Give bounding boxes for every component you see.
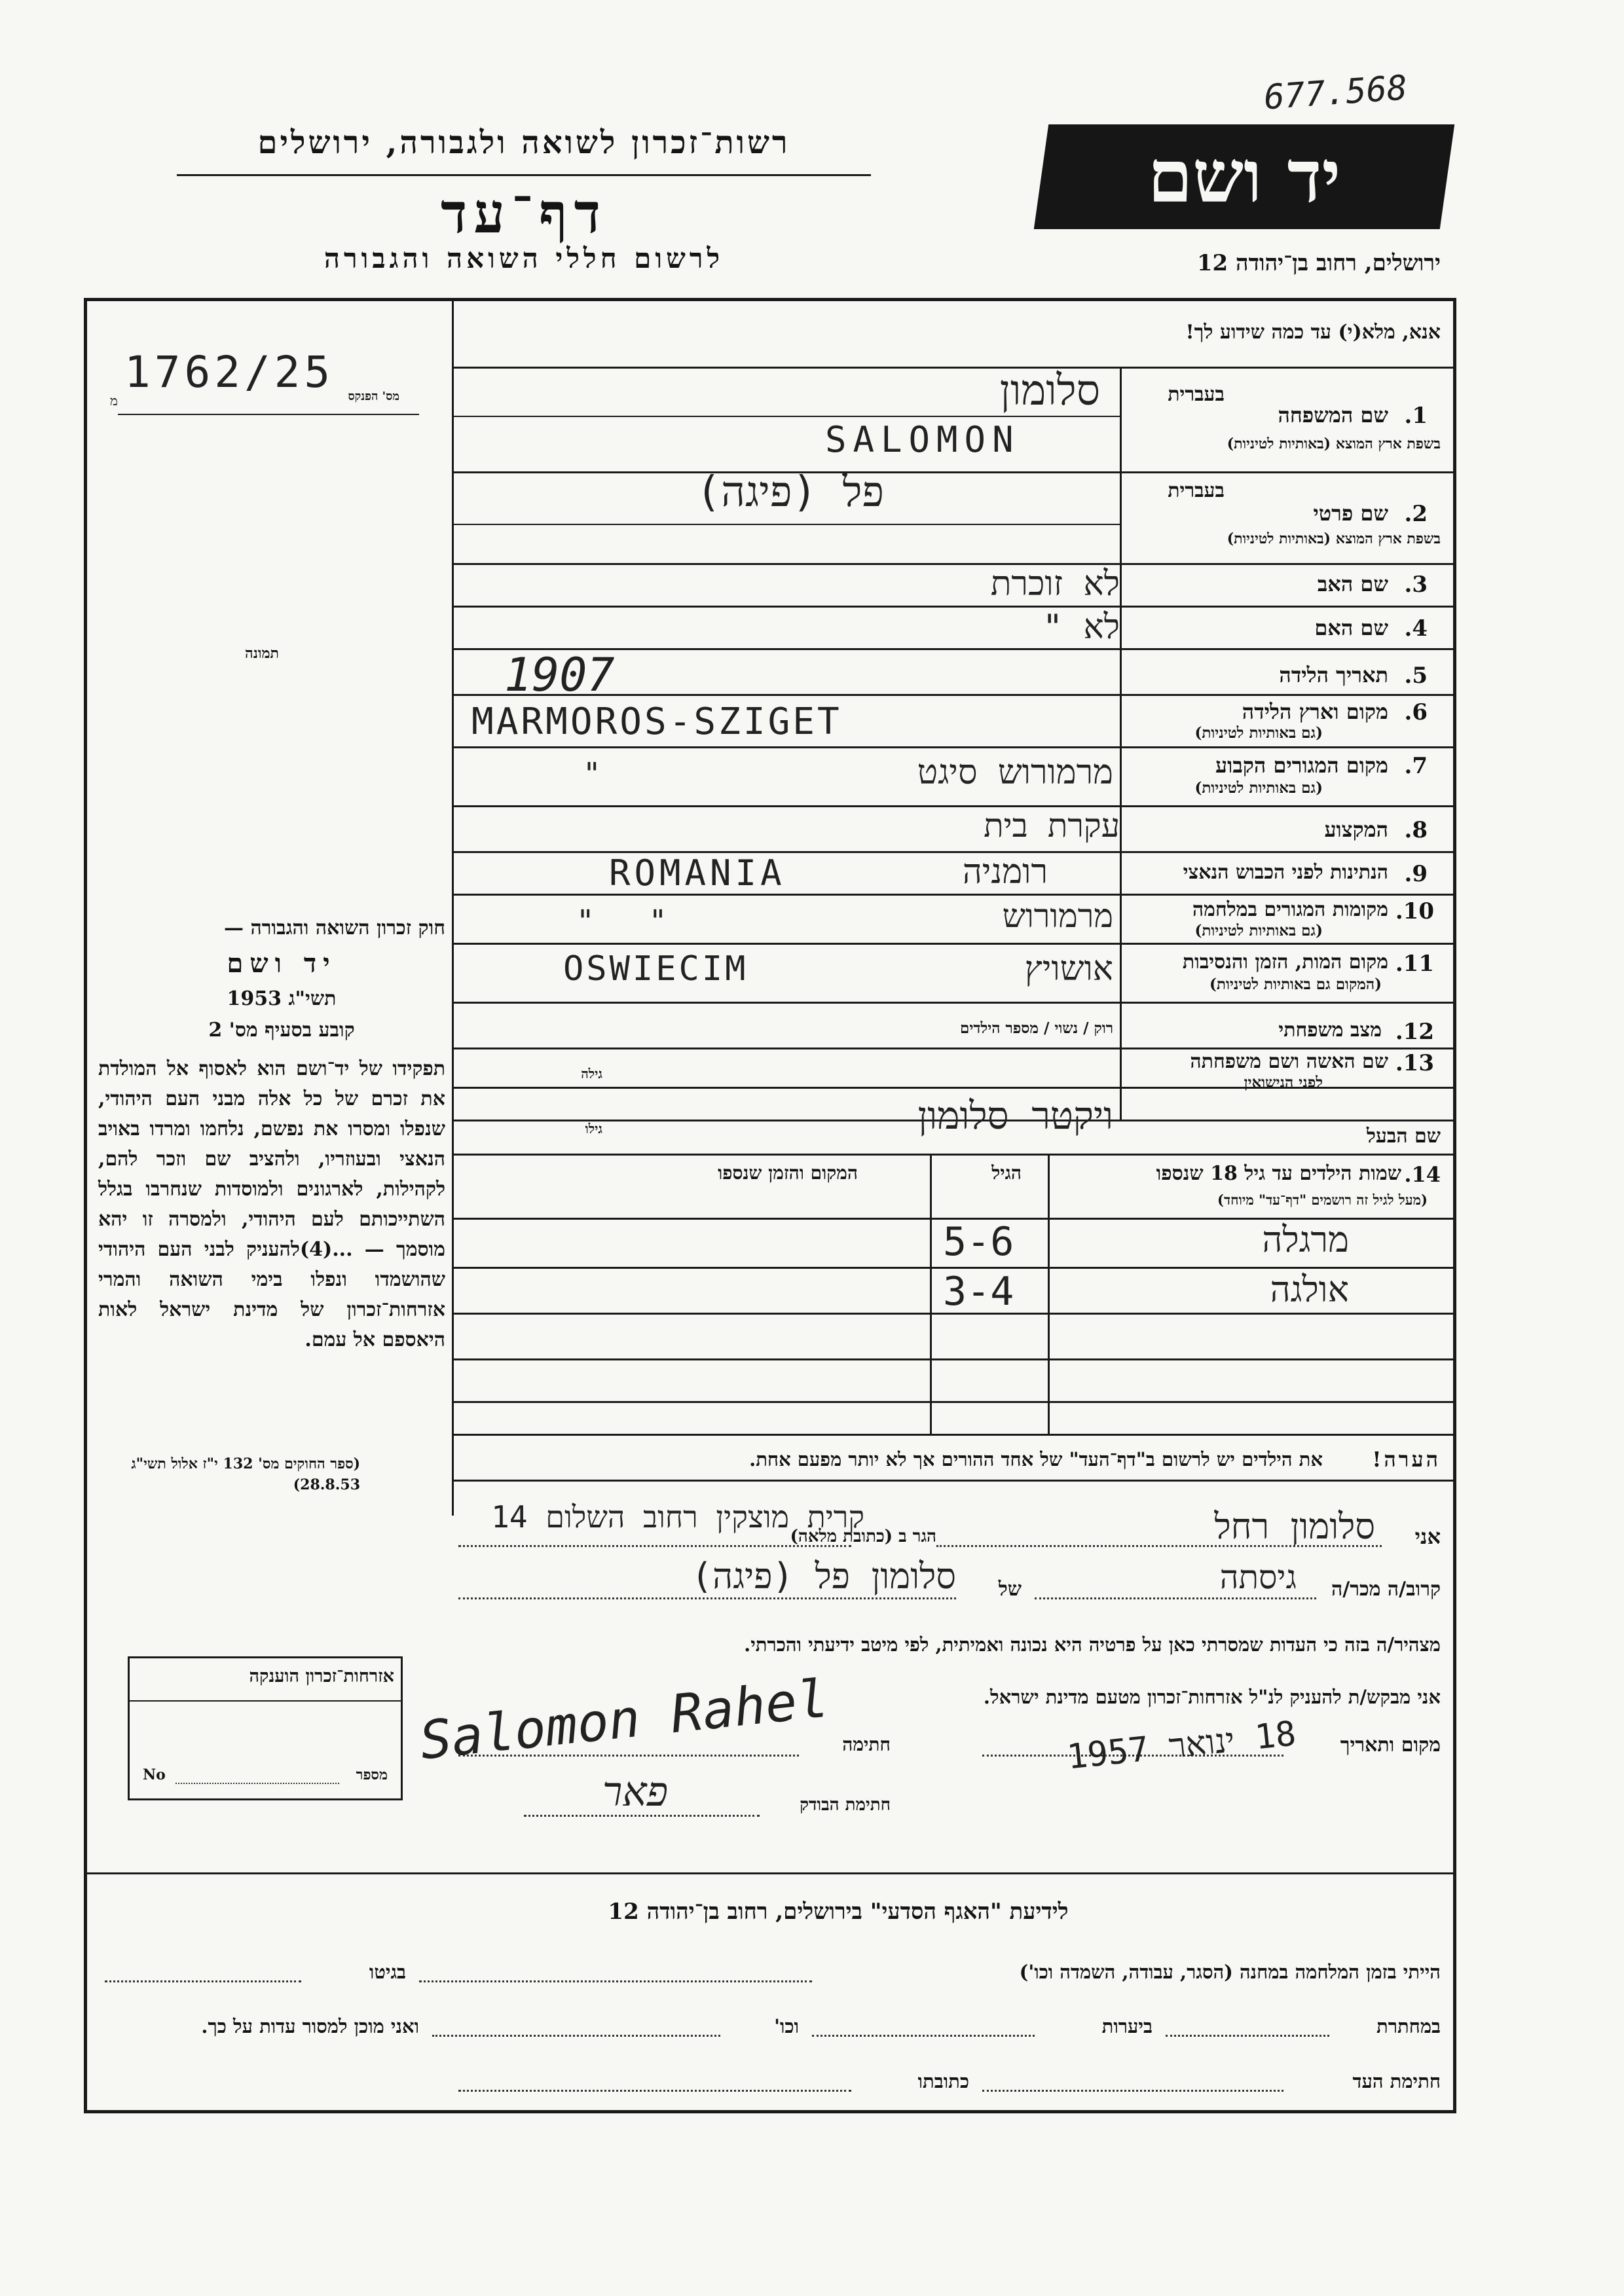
signature: Salomon Rahel bbox=[416, 1667, 832, 1772]
field-13-label: שם האשה ושם משפחתה bbox=[1190, 1050, 1388, 1073]
row-line bbox=[452, 524, 1120, 525]
citizenship-no-label: No bbox=[143, 1766, 166, 1783]
field-2-label: שם פרטי bbox=[1313, 501, 1388, 526]
place-date-label: מקום ותאריך bbox=[1340, 1734, 1441, 1757]
field-5-value: 1907 bbox=[504, 648, 615, 702]
address: ירושלים, רחוב בן־יהודה 12 bbox=[1196, 250, 1441, 276]
org-underline bbox=[177, 174, 871, 176]
row-line bbox=[452, 1048, 1456, 1049]
signature-label: חתימה bbox=[842, 1734, 891, 1755]
declarant-address: קרית מוצקין רחוב השלום 14 bbox=[491, 1499, 864, 1535]
footer-title: לידיעת "האגף הסדעי" בירושלים, רחוב בן־יהודה 12 bbox=[608, 1899, 1069, 1925]
field-3-label: שם האב bbox=[1317, 572, 1388, 596]
field-7-value: מרמורוש סיגט bbox=[917, 753, 1113, 792]
photo-label: תמונה bbox=[245, 645, 279, 662]
field-13-sub: לפני הנישואין bbox=[1244, 1074, 1323, 1091]
of-name-line bbox=[458, 1597, 956, 1599]
intro-text: אנא, מלא(י) עד כמה שידוע לך! bbox=[1185, 321, 1441, 344]
law-body: תפקידו של יד־ושם הוא לאסוף אל המולדת את זכרם של כל אלה מבני העם היהודי, שנפלו ומסרו את נפשם, נלחמו ומרדו באויב הנאצי ובעוזריו, ולהציב שם וזכר להם, לקהילות, לארגונים ולמוסדות שנחרבו בגלל השתייכותם לעם היהודי, ולמסרה זו יהא מוסמך — ...(4)להעניק לבני העם היהודי שהושמדו ונפלו בימי השואה והמרי אזרחות־זכרון של מדינת ישראל לאות היאספם אל עמם. bbox=[98, 1057, 445, 1351]
field-13-number: 13. bbox=[1395, 1050, 1434, 1076]
field-1-hebrew-value: סלומון bbox=[999, 367, 1100, 415]
footer-line1-ghetto: בגיטו bbox=[369, 1961, 406, 1983]
field-1-latin-value: SALOMON bbox=[825, 419, 1020, 460]
law-source: (ספר החוקים מס' 132 י"ז אלול תשי"ג 28.8.53) bbox=[131, 1455, 360, 1493]
citizenship-box bbox=[128, 1656, 403, 1800]
field-2-foreign-tag: בשפת ארץ המוצא (באותיות לטיניות) bbox=[1227, 530, 1441, 547]
field-1-label: שם המשפחה bbox=[1278, 403, 1388, 428]
field-3-number: 3. bbox=[1404, 572, 1428, 598]
field-6-label: מקום וארץ הלידה bbox=[1242, 699, 1388, 724]
footer-line1-text: הייתי בזמן המלחמה במחנה (הסגר, עבודה, השמדה וכו') bbox=[1019, 1961, 1441, 1983]
field-11-number: 11. bbox=[1395, 951, 1434, 977]
children-top-line bbox=[452, 1154, 1456, 1156]
law-year: תשי"ג 1953 bbox=[227, 987, 337, 1010]
row-line bbox=[452, 1358, 1456, 1360]
field-10-sub: (גם באותיות לטיניות) bbox=[1194, 922, 1323, 939]
document-subtitle: לרשום חללי השואה והגבורה bbox=[323, 242, 724, 274]
children-note: (מעל לגיל זה רושמים "דף־עד" מיוחד) bbox=[1217, 1192, 1428, 1208]
citizenship-line bbox=[130, 1700, 401, 1702]
husband-cell-label: גילו bbox=[585, 1121, 602, 1137]
field-6-value: MARMOROS-SZIGET bbox=[471, 701, 842, 743]
row-line bbox=[452, 416, 1120, 417]
footer-line3-dots bbox=[982, 2090, 1283, 2092]
of-name-value: סלומון פל (פיגה) bbox=[691, 1556, 956, 1597]
footer-ready: ואני מוכן למסור עדות על כך. bbox=[201, 2015, 419, 2037]
relation-line bbox=[1035, 1597, 1316, 1599]
field-6-sub: (גם באותיות לטיניות) bbox=[1194, 724, 1323, 742]
field-10-number: 10. bbox=[1395, 898, 1434, 924]
register-mark: מ bbox=[110, 393, 118, 409]
row-line bbox=[452, 1401, 1456, 1403]
row-line bbox=[452, 1002, 1456, 1004]
footer-line3-dots-2 bbox=[458, 2090, 851, 2092]
citizenship-title: אזרחות־זכרון הוענקה bbox=[249, 1666, 394, 1686]
field-2-number: 2. bbox=[1404, 501, 1428, 527]
relation-value: גיסתה bbox=[1219, 1558, 1297, 1596]
statement-1: מצהיר/ה בזה כי העדות שמסרתי כאן על פרטיה היא נכונה ואמיתית, לפי מיטב ידיעתי והכרתי. bbox=[744, 1633, 1441, 1656]
children-title: שמות הילדים עד גיל 18 שנספו bbox=[1156, 1162, 1401, 1185]
field-3-value: לא זוכרת bbox=[990, 564, 1120, 604]
child-age: 3-4 bbox=[943, 1269, 1014, 1315]
field-1-foreign-tag: בשפת ארץ המוצא (באותיות לטיניות) bbox=[1227, 435, 1441, 452]
footer-etc: וכו' bbox=[774, 2015, 799, 2037]
footer-address: כתובתו bbox=[917, 2070, 969, 2092]
document-title: דף־עד bbox=[440, 181, 607, 246]
row-line bbox=[452, 894, 1456, 896]
statement-2: אני מבקש/ת להעניק לנ"ל אזרחות־זכרון מטעם מדינת ישראל. bbox=[983, 1686, 1441, 1708]
archive-number: 677.568 bbox=[1263, 68, 1409, 118]
field-12-options: רוק / נשוי / מספר הילדים bbox=[960, 1019, 1113, 1037]
declarant-name: סלומון רחל bbox=[1214, 1506, 1375, 1547]
register-underline bbox=[118, 414, 419, 415]
field-11-latin-value: OSWIECIM bbox=[563, 949, 748, 989]
footer-line2-dots-3 bbox=[432, 2035, 720, 2037]
law-title: חוק זכרון השואה והגבורה — bbox=[224, 917, 445, 939]
footer-line2-dots bbox=[1166, 2035, 1329, 2037]
field-10-ditto: " " bbox=[576, 903, 667, 939]
checker-label: חתימת הבודק bbox=[800, 1795, 891, 1815]
citizenship-number-label: מספר bbox=[356, 1766, 388, 1783]
husband-label: שם הבעל bbox=[1366, 1125, 1441, 1148]
children-col-place: המקום והזמן שנספו bbox=[718, 1162, 858, 1184]
children-number: 14. bbox=[1404, 1162, 1441, 1187]
footer-line1-dots-2 bbox=[105, 1980, 301, 1982]
field-4-value: לא " bbox=[1042, 608, 1120, 647]
field-1-number: 1. bbox=[1404, 403, 1428, 429]
field-8-label: המקצוע bbox=[1324, 817, 1388, 842]
footer-line2-dots-2 bbox=[812, 2035, 1035, 2037]
yad-vashem-logo bbox=[1034, 124, 1454, 229]
register-box bbox=[124, 347, 399, 406]
field-10-value: מרמורוש bbox=[1002, 897, 1113, 935]
footer-line1-dots bbox=[419, 1980, 812, 1982]
relative-label: קרוב/ה מכר/ה bbox=[1331, 1578, 1441, 1601]
footer-separator bbox=[84, 1872, 1456, 1874]
register-label: מס' הפנקס bbox=[348, 390, 399, 403]
field-5-label: תאריך הלידה bbox=[1279, 663, 1388, 687]
field-12-number: 12. bbox=[1395, 1019, 1434, 1045]
child-name: מרגלה bbox=[1262, 1219, 1349, 1260]
date-stamp: 18 ינואר 1957 bbox=[1065, 1714, 1298, 1777]
children-col-age: הגיל bbox=[991, 1162, 1022, 1184]
side-note-right bbox=[452, 903, 454, 1512]
field-7-ditto: " bbox=[583, 756, 601, 792]
field-6-number: 6. bbox=[1404, 699, 1428, 725]
declarant-i: אני bbox=[1414, 1524, 1441, 1549]
remark-label: הערה! bbox=[1372, 1447, 1441, 1472]
register-value: 1762/25 bbox=[124, 347, 335, 397]
checker-signature: פאר bbox=[602, 1768, 669, 1815]
field-9-latin-value: ROMANIA bbox=[609, 852, 786, 894]
field-10-label: מקומות המגורים במלחמה bbox=[1192, 898, 1388, 921]
field-7-sub: (גם באותיות לטיניות) bbox=[1194, 779, 1323, 797]
field-11-sub: (המקום גם באותיות לטיניות) bbox=[1209, 975, 1382, 993]
field-13-cell-label: גילה bbox=[581, 1066, 602, 1082]
children-divider bbox=[1048, 1154, 1050, 1435]
citizenship-number-line bbox=[175, 1783, 339, 1784]
field-1-hebrew-tag: בעברית bbox=[1168, 383, 1225, 406]
field-5-number: 5. bbox=[1404, 663, 1428, 689]
field-9-hebrew-value: רומניה bbox=[962, 852, 1048, 892]
child-age: 5-6 bbox=[943, 1219, 1014, 1265]
field-11-hebrew-value: אושויץ bbox=[1024, 949, 1113, 989]
field-2-hebrew-value: פל (פיגה) bbox=[695, 468, 884, 517]
law-clause: קובע בסעיף מס' 2 bbox=[208, 1019, 355, 1042]
footer-underground: במחתרת bbox=[1376, 2015, 1441, 2037]
field-7-number: 7. bbox=[1404, 753, 1428, 779]
org-line: רשות־זכרון לשואה ולגבורה, ירושלים bbox=[257, 124, 790, 161]
footer-forests: ביערות bbox=[1101, 2015, 1153, 2037]
logo-text: יד ושם bbox=[1147, 134, 1341, 219]
field-7-label: מקום המגורים הקבוע bbox=[1215, 753, 1388, 778]
remark-bottom-line bbox=[452, 1480, 1456, 1482]
husband-value: ויקטר סלומון bbox=[917, 1093, 1113, 1138]
address-line bbox=[458, 1545, 851, 1547]
remark-top-line bbox=[452, 1434, 1456, 1436]
field-12-label: מצב משפחתי bbox=[1278, 1019, 1382, 1042]
side-logo: יד ושם bbox=[227, 948, 337, 979]
child-name: אולגה bbox=[1270, 1269, 1349, 1310]
field-8-number: 8. bbox=[1404, 817, 1428, 843]
children-divider bbox=[930, 1154, 932, 1435]
field-9-label: הנתינות לפני הכבוש הנאצי bbox=[1183, 861, 1388, 884]
remark-text: את הילדים יש לרשום ב"דף־העד" של אחד ההורים אך לא יותר מפעם אחת. bbox=[749, 1448, 1323, 1470]
row-line bbox=[452, 746, 1456, 748]
residing-label: הגר ב (כתובת מלאה) bbox=[790, 1527, 936, 1546]
field-9-number: 9. bbox=[1404, 861, 1428, 887]
field-8-value: עקרת בית bbox=[984, 807, 1120, 845]
footer-witness-signature: חתימת העד bbox=[1352, 2070, 1441, 2092]
column-divider-labels bbox=[1120, 367, 1122, 1120]
of-label: של bbox=[998, 1578, 1022, 1601]
field-4-label: שם האם bbox=[1314, 615, 1388, 640]
field-2-hebrew-tag: בעברית bbox=[1168, 479, 1225, 502]
row-line bbox=[452, 943, 1456, 945]
field-4-number: 4. bbox=[1404, 615, 1428, 642]
field-11-label: מקום המות, הזמן והנסיבות bbox=[1182, 951, 1388, 974]
